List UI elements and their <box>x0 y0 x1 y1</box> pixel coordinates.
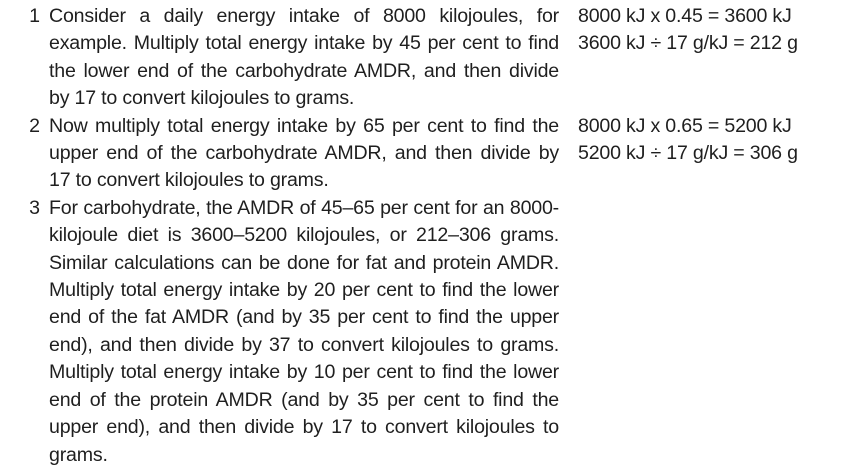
step-number: 3 <box>29 196 40 219</box>
calculation-line: 3600 kJ ÷ 17 g/kJ = 212 g <box>578 32 798 55</box>
step-calculation <box>578 113 798 168</box>
calculation-steps-list <box>0 3 867 469</box>
step-calculation <box>578 3 798 58</box>
step-2 <box>0 113 867 195</box>
step-number: 1 <box>29 5 40 27</box>
step-3 <box>0 195 867 469</box>
step-instruction-text: Consider a daily energy intake of 8000 kilojoules, for example. Multiply total energy intake by 45 per cent to find the lower end of the carbohydrate AMDR, and then divide by 17 to convert kilojoules to grams. <box>49 5 559 110</box>
step-number: 2 <box>29 114 40 137</box>
calculation-line: 8000 kJ x 0.65 = 5200 kJ <box>578 114 792 137</box>
step-1 <box>0 3 867 113</box>
calculation-line: 5200 kJ ÷ 17 g/kJ = 306 g <box>578 142 798 165</box>
step-instruction-text: For carbohydrate, the AMDR of 45–65 per cent for an 8000-kilojoule diet is 3600–5200 kilojoules, or 212–306 grams. Similar calculations can be done for fat and protein AMDR. Multiply total energy intake by 20 per cent to find the lower end of the fat AMDR (and by 35 per cent to find the upper end), and then divide by 37 to convert kilojoules to grams. Multiply total energy intake by 10 per cent to find the lower end of the protein AMDR (and by 35 per cent to find the upper end), and then divide by 17 to convert kilojoules to grams. <box>49 196 559 466</box>
calculation-line: 8000 kJ x 0.45 = 3600 kJ <box>578 5 792 27</box>
step-instruction-text: Now multiply total energy intake by 65 per cent to find the upper end of the carbohydrate AMDR, and then divide by 17 to convert kilojoules to grams. <box>49 114 559 192</box>
